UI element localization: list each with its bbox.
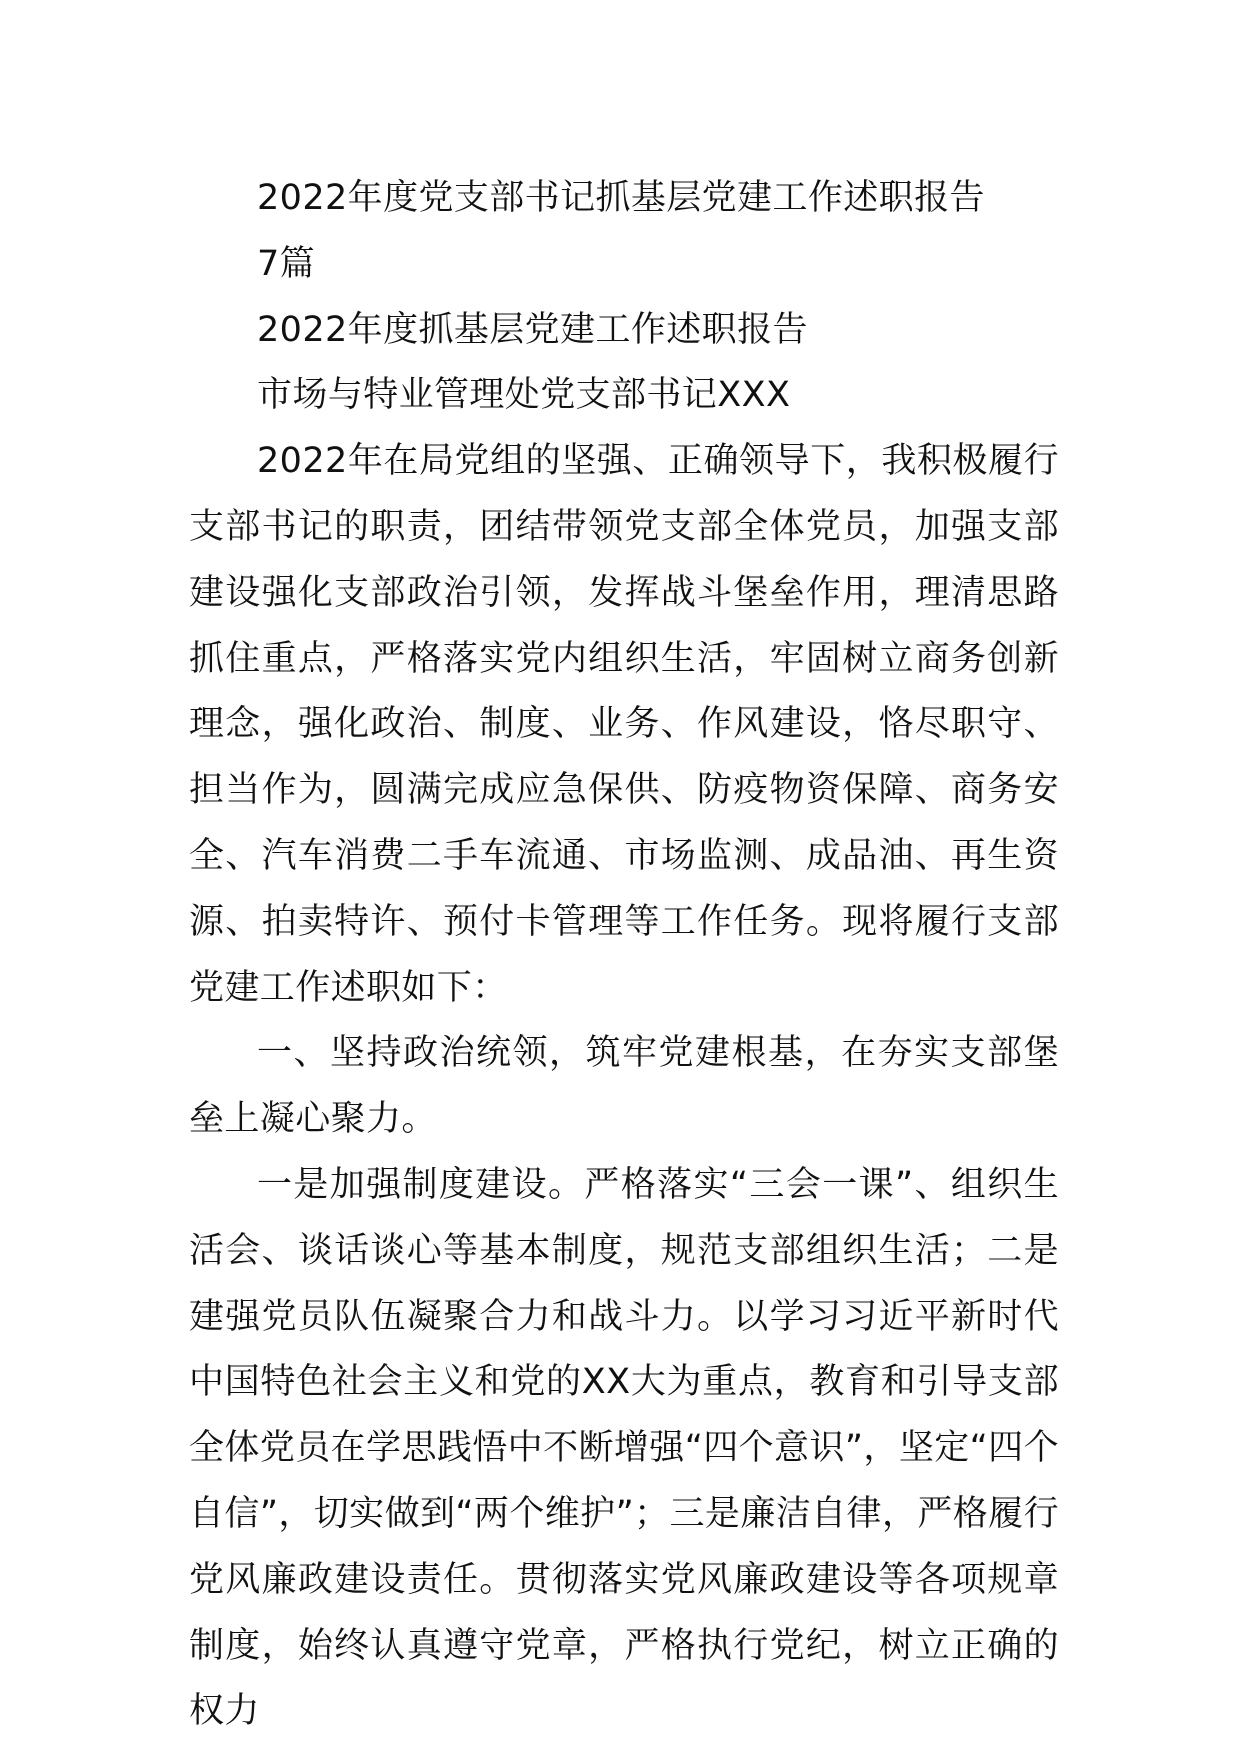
document-body xyxy=(189,166,1059,1745)
report-subtitle: 2022年度抓基层党建工作述职报告 xyxy=(257,309,808,350)
paragraph-section-1: 一是加强制度建设。严格落实“三会一课”、组织生活会、谈话谈心等基本制度，规范支部组织生活；二是建强党员队伍凝聚合力和战斗力。以学习习近平新时代中国特色社会主义和党的XX大为重点，教育和引导支部全体党员在学思践悟中不断增强“四个意识”，坚定“四个自信”，切实做到“两个维护”；三是廉洁自律，严格履行党风廉政建设责任。贯彻落实党风廉政建设等各项规章制度，始终认真遵守党章，严格执行党纪，树立正确的权力 xyxy=(189,1164,1059,1732)
report-author: 市场与特业管理处党支部书记XXX xyxy=(257,375,791,416)
section-heading-1: 一、坚持政治统领，筑牢党建根基，在夯实支部堡垒上凝心聚力。 xyxy=(189,1033,1059,1140)
title-line-1: 2022年度党支部书记抓基层党建工作述职报告 xyxy=(257,178,985,218)
paragraph-intro: 2022年在局党组的坚强、正确领导下，我积极履行支部书记的职责，团结带领党支部全体党员，加强支部建设强化支部政治引领，发挥战斗堡垒作用，理清思路抓住重点，严格落实党内组织生活，牢固树立商务创新理念，强化政治、制度、业务、作风建设，恪尽职守、担当作为，圆满完成应急保供、防疫物资保障、商务安全、汽车消费二手车流通、市场监测、成品油、再生资源、拍卖特许、预付卡管理等工作任务。现将履行支部党建工作述职如下： xyxy=(189,441,1059,1008)
title-line-2: 7篇 xyxy=(257,243,316,284)
